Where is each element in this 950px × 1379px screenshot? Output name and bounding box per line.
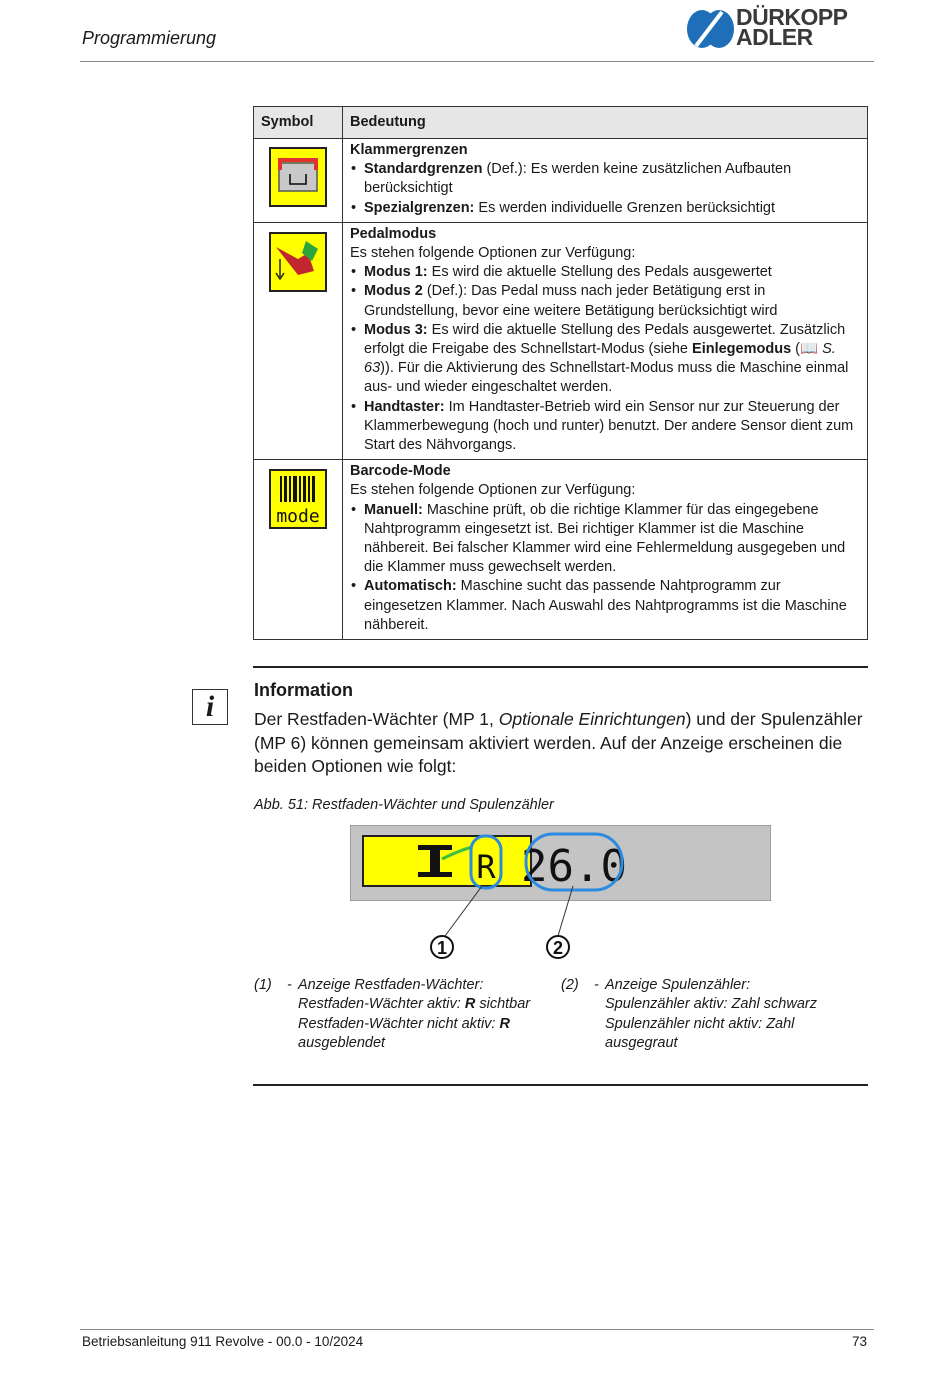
info-heading: Information bbox=[254, 680, 353, 700]
barcode-icon-label: mode bbox=[276, 506, 320, 528]
footer-divider bbox=[80, 1329, 874, 1330]
symbol-cell bbox=[254, 222, 343, 459]
info-icon: i bbox=[192, 689, 228, 725]
footer-document-title: Betriebsanleitung 911 Revolve - 00.0 - 10/2024 bbox=[82, 1334, 364, 1349]
page-reference[interactable]: S. 63 bbox=[364, 341, 836, 377]
callout-number-2: 2 bbox=[552, 938, 564, 958]
page-number: 73 bbox=[852, 1334, 868, 1349]
table-row bbox=[254, 139, 868, 223]
meaning-cell bbox=[343, 222, 868, 459]
callout-markers bbox=[420, 880, 600, 965]
column-header-symbol: Symbol bbox=[254, 107, 343, 139]
list-item: • Modus 3: Es wird die aktuelle Stellung des Pedals ausgewertet. Zusätzlich erfolgt die Freigabe des Schnellstart-Modus (siehe Einlegemodus (📖 S. 63)). Für die Aktivierung des Schnellstart-Modus muss die Maschine einmal aus- und wieder eingeschaltet werden. bbox=[350, 321, 860, 398]
row-title: Klammergrenzen bbox=[350, 142, 468, 158]
company-logo bbox=[686, 6, 874, 56]
list-item: • Manuell: Maschine prüft, ob die richtige Klammer für das eingegebene Nahtprogramm eingesetzt ist. Bei richtiger Klammer ist die Maschine nähbereit. Bei falscher Klammer wird eine Fehlermeldung ausgegeben und die Klammer muss gewechselt werden. bbox=[350, 501, 860, 578]
column-header-meaning: Bedeutung bbox=[343, 107, 868, 139]
thread-monitor-letter: R bbox=[476, 848, 496, 886]
legend-item-2-dash: - bbox=[594, 977, 599, 993]
legend-item-1-number: (1) bbox=[254, 977, 272, 993]
symbol-table bbox=[253, 106, 868, 640]
info-body: Der Restfaden-Wächter (MP 1, Optionale Einrichtungen) und der Spulenzähler (MP 6) können gemeinsam aktiviert werden. Auf der Anzeige erscheinen die beiden Optionen wie folgt: bbox=[254, 709, 863, 776]
list-item: • Modus 2 (Def.): Das Pedal muss nach jeder Betätigung erst in Grundstellung, bevor eine weitere Betätigung berücksichtigt wird bbox=[350, 282, 860, 320]
table-row bbox=[254, 460, 868, 640]
figure-caption: Abb. 51: Restfaden-Wächter und Spulenzähler bbox=[254, 797, 554, 813]
symbol-cell bbox=[254, 139, 343, 223]
bobbin-counter-value: 26.0 bbox=[521, 841, 627, 892]
info-top-rule bbox=[253, 666, 868, 668]
row-title: Pedalmodus bbox=[350, 225, 437, 242]
row-intro: Es stehen folgende Optionen zur Verfügung: bbox=[350, 482, 636, 499]
header-divider bbox=[80, 61, 874, 62]
symbol-cell bbox=[254, 460, 343, 640]
row-intro: Es stehen folgende Optionen zur Verfügung: bbox=[350, 245, 636, 262]
barcode-mode-icon bbox=[268, 468, 328, 532]
list-item: • Handtaster: Im Handtaster-Betrieb wird ein Sensor nur zur Steuerung der Klammerbewegung (hoch und runter) benutzt. Der andere Sensor dient zum Start des Nähvorgangs. bbox=[350, 398, 860, 456]
meaning-cell bbox=[343, 139, 868, 223]
info-bottom-rule bbox=[253, 1084, 868, 1086]
page-header-title: Programmierung bbox=[82, 28, 217, 48]
logo-line-2: ADLER bbox=[736, 24, 813, 50]
list-item: • Spezialgrenzen: Es werden individuelle Grenzen berücksichtigt bbox=[350, 199, 860, 218]
book-icon: 📖 bbox=[800, 341, 819, 358]
table-header-row bbox=[254, 107, 868, 139]
list-item: • Standardgrenzen (Def.): Es werden keine zusätzlichen Aufbauten berücksichtigt bbox=[350, 160, 860, 198]
logo-line-1: DÜRKOPP bbox=[736, 4, 848, 30]
logo-mark-icon bbox=[686, 6, 736, 52]
legend-item-2: Anzeige Spulenzähler: Spulenzähler aktiv: Zahl schwarz Spulenzähler nicht aktiv: Zahl ausgegraut bbox=[605, 977, 817, 1051]
legend-item-2-number: (2) bbox=[561, 977, 579, 993]
row-title: Barcode-Mode bbox=[350, 463, 451, 480]
list-item: • Automatisch: Maschine sucht das passende Nahtprogramm zur eingesetzen Klammer. Nach Auswahl des Nahtprogramms ist die Maschine nähbereit. bbox=[350, 577, 860, 635]
list-item: • Modus 1: Es wird die aktuelle Stellung des Pedals ausgewertet bbox=[350, 263, 860, 282]
clamp-limits-icon bbox=[268, 146, 328, 210]
legend-item-1-dash: - bbox=[287, 977, 292, 993]
callout-number-1: 1 bbox=[436, 938, 448, 958]
pedal-mode-icon bbox=[268, 231, 328, 295]
table-row bbox=[254, 222, 868, 459]
meaning-cell bbox=[343, 460, 868, 640]
legend-item-1: Anzeige Restfaden-Wächter: Restfaden-Wächter aktiv: R sichtbar Restfaden-Wächter nicht aktiv: R ausgeblendet bbox=[298, 977, 531, 1051]
